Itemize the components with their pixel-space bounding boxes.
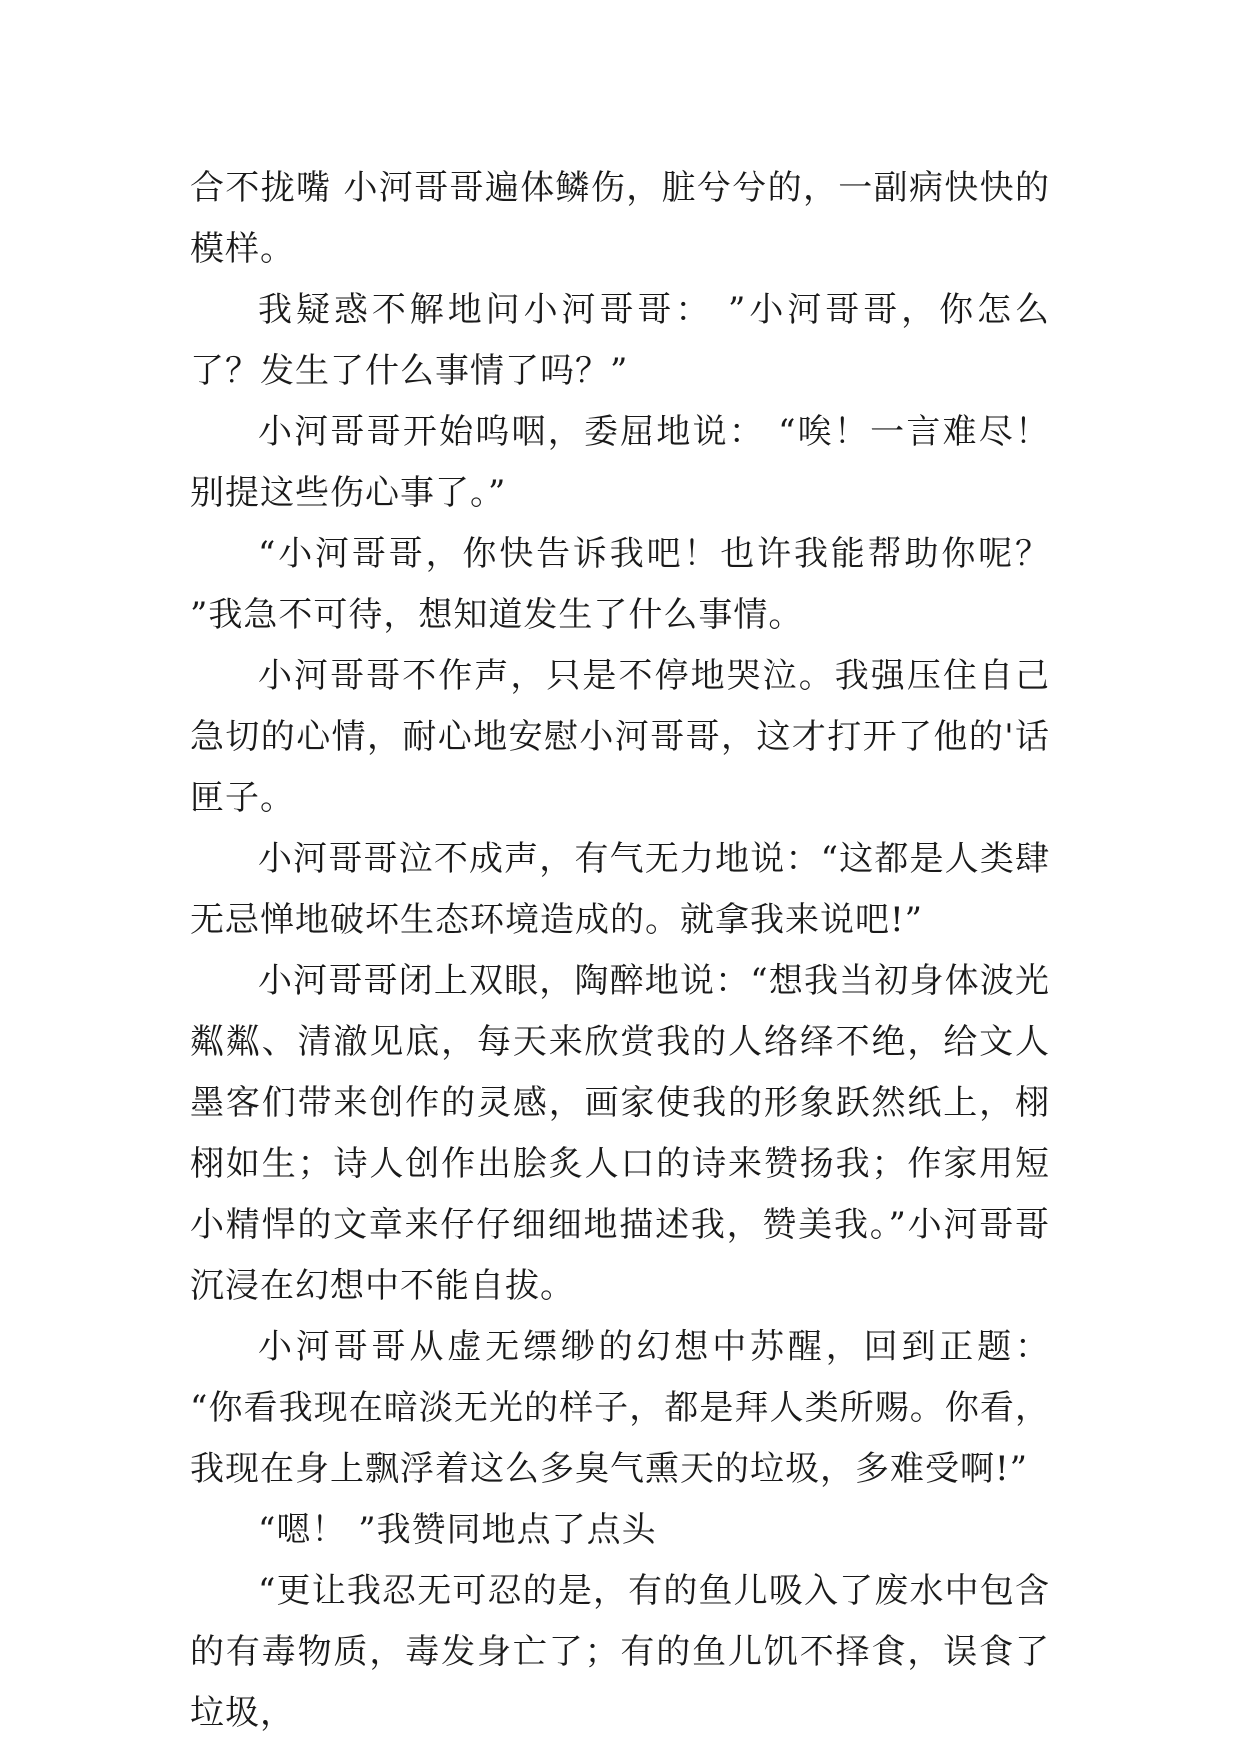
paragraph: “更让我忍无可忍的是，有的鱼儿吸入了废水中包含的有毒物质，毒发身亡了；有的鱼儿饥不择食，误食了垃圾， — [190, 1571, 1050, 1733]
paragraph: 我疑惑不解地问小河哥哥： ”小河哥哥，你怎么了？发生了什么事情了吗？” — [190, 290, 1050, 391]
paragraph: 小河哥哥开始呜咽，委屈地说： “唉！一言难尽！别提这些伤心事了。” — [190, 412, 1050, 513]
paragraph: 合不拢嘴 小河哥哥遍体鳞伤，脏兮兮的，一副病快快的模样。 — [190, 168, 1050, 269]
paragraph: 小河哥哥闭上双眼，陶醉地说：“想我当初身体波光粼粼、清澈见底，每天来欣赏我的人络绎不绝，给文人墨客们带来创作的灵感，画家使我的形象跃然纸上，栩栩如生；诗人创作出脍炙人口的诗来赞扬我；作家用短小精悍的文章来仔仔细细地描述我，赞美我。”小河哥哥沉浸在幻想中不能自拔。 — [190, 961, 1050, 1306]
paragraph: “小河哥哥，你快告诉我吧！也许我能帮助你呢？ ”我急不可待，想知道发生了什么事情。 — [190, 534, 1050, 635]
text-body — [190, 158, 1050, 1744]
paragraph: 小河哥哥从虚无缥缈的幻想中苏醒，回到正题： “你看我现在暗淡无光的样子，都是拜人类所赐。你看，我现在身上飘浮着这么多臭气熏天的垃圾，多难受啊!” — [190, 1327, 1050, 1489]
paragraph: 小河哥哥不作声，只是不停地哭泣。我强压住自己急切的心情，耐心地安慰小河哥哥，这才打开了他的'话匣子。 — [190, 656, 1050, 818]
paragraph: “嗯！ ”我赞同地点了点头 — [258, 1510, 657, 1550]
paragraph: 小河哥哥泣不成声，有气无力地说：“这都是人类肆无忌惮地破坏生态环境造成的。就拿我来说吧!” — [190, 839, 1050, 940]
